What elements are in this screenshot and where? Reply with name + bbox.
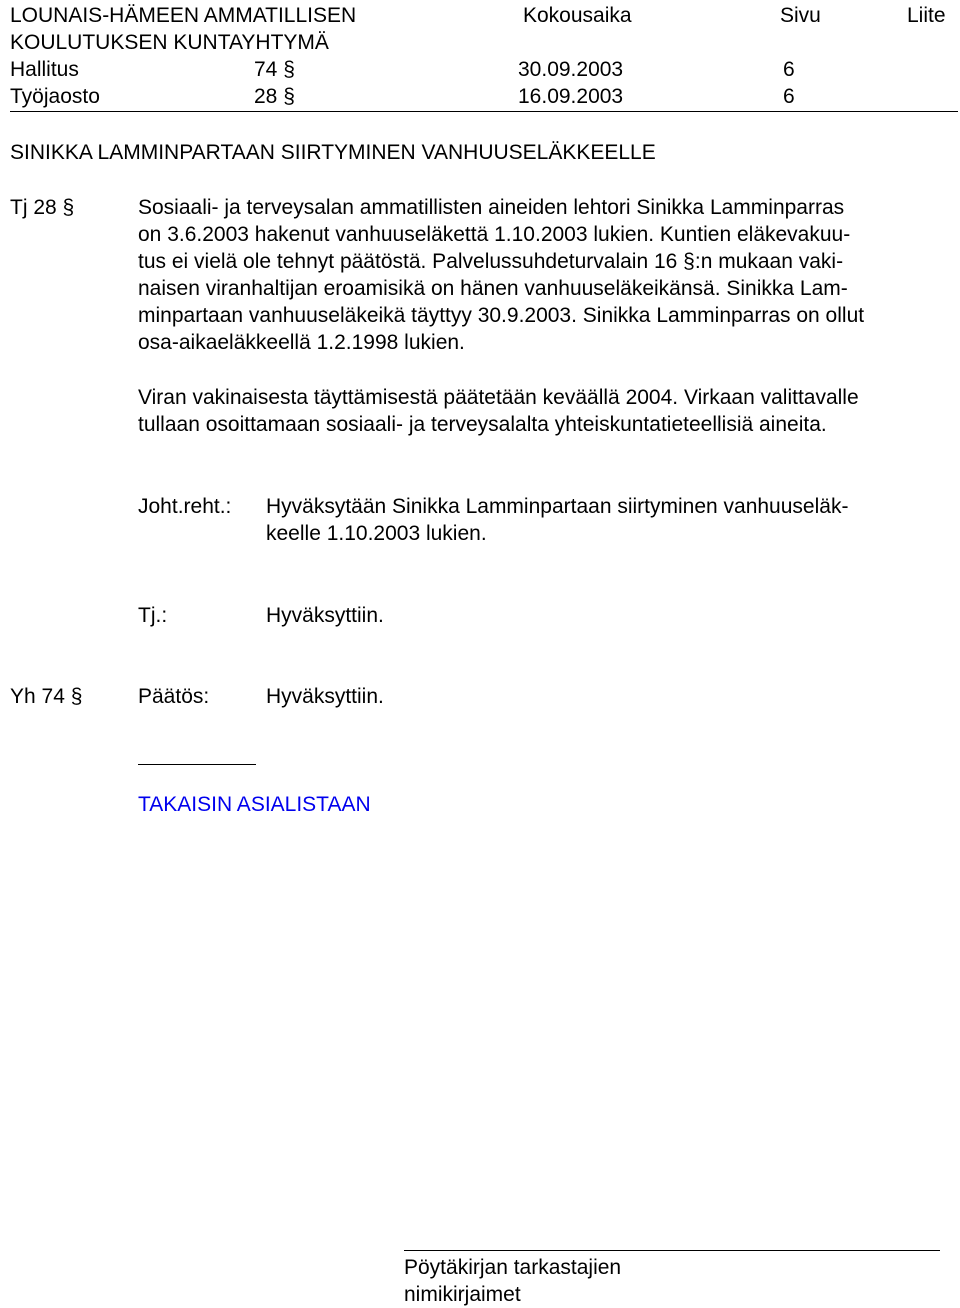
back-to-agenda-link[interactable]: TAKAISIN ASIALISTAAN <box>138 793 371 816</box>
header-row-date: 16.09.2003 <box>518 85 624 108</box>
header-row-page: 6 <box>783 58 795 81</box>
yh-decision-ref: Yh 74 § <box>10 685 83 708</box>
footer-reviewers-label: Pöytäkirjan tarkastajien <box>404 1256 622 1279</box>
proposal-line: keelle 1.10.2003 lukien. <box>266 522 487 545</box>
document-title: SINIKKA LAMMINPARTAAN SIIRTYMINEN VANHUUSELÄKKEELLE <box>10 141 656 164</box>
header-date-label: Kokousaika <box>523 4 632 27</box>
item-line: naisen viranhaltijan eroamisikä on hänen vanhuuseläkeikänsä. Sinikka Lam- <box>138 277 848 300</box>
header-row-body: Hallitus <box>10 58 79 81</box>
footer-initials-label: nimikirjaimet <box>404 1283 521 1306</box>
item-label: Tj 28 § <box>10 196 75 219</box>
header-page-label: Sivu <box>780 4 821 27</box>
org-name-line1: LOUNAIS-HÄMEEN AMMATILLISEN <box>10 4 357 27</box>
header-row-number: 28 § <box>254 85 295 108</box>
header-row-number: 74 § <box>254 58 295 81</box>
header-divider <box>10 111 958 112</box>
item-line: on 3.6.2003 hakenut vanhuuseläkettä 1.10.2003 lukien. Kuntien eläkevakuu- <box>138 223 851 246</box>
item-line: osa-aikaeläkkeellä 1.2.1998 lukien. <box>138 331 465 354</box>
tj-decision-label: Tj.: <box>138 604 168 627</box>
header-row-page: 6 <box>783 85 795 108</box>
item-line: Sosiaali- ja terveysalan ammatillisten aineiden lehtori Sinikka Lamminparras <box>138 196 845 219</box>
proposal-label: Joht.reht.: <box>138 495 232 518</box>
section-separator <box>138 764 256 765</box>
header-row-date: 30.09.2003 <box>518 58 624 81</box>
item-line: Viran vakinaisesta täyttämisestä päätetään keväällä 2004. Virkaan valittavalle <box>138 386 859 409</box>
header-row-body: Työjaosto <box>10 85 100 108</box>
yh-decision-label: Päätös: <box>138 685 210 708</box>
item-line: tullaan osoittamaan sosiaali- ja terveysalalta yhteiskuntatieteellisiä aineita. <box>138 413 827 436</box>
org-name-line2: KOULUTUKSEN KUNTAYHTYMÄ <box>10 31 329 54</box>
header-appendix-label: Liite <box>907 4 946 27</box>
footer-signature-line <box>404 1250 940 1251</box>
tj-decision-text: Hyväksyttiin. <box>266 604 384 627</box>
proposal-line: Hyväksytään Sinikka Lamminpartaan siirtyminen vanhuuseläk- <box>266 495 849 518</box>
item-line: minpartaan vanhuuseläkeikä täyttyy 30.9.2003. Sinikka Lamminparras on ollut <box>138 304 865 327</box>
item-line: tus ei vielä ole tehnyt päätöstä. Palvelussuhdeturvalain 16 §:n mukaan vaki- <box>138 250 844 273</box>
yh-decision-text: Hyväksyttiin. <box>266 685 384 708</box>
